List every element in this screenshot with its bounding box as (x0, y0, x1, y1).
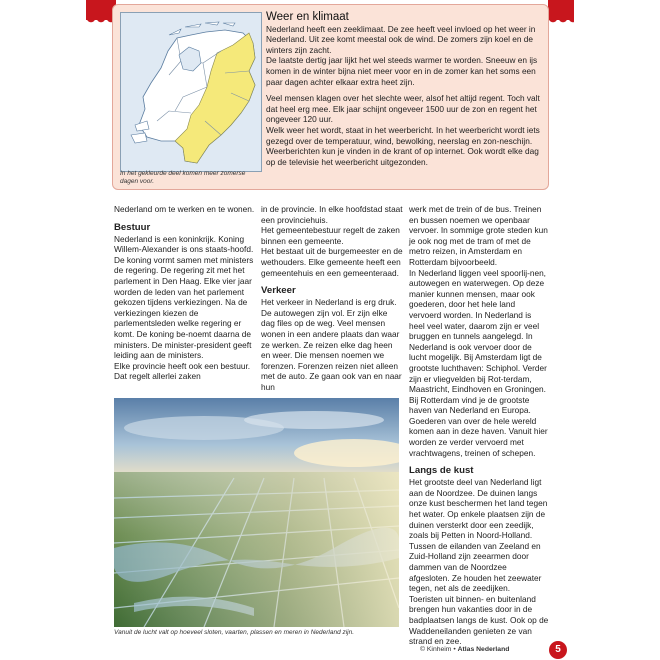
column-3 (409, 204, 549, 647)
climate-paragraph-2: Veel mensen klagen over het slechte weer, alsof het altijd regent. Toch valt dat heel erg mee. Elk jaar schijnt ongeveer 1500 uur de zon en regent het ongeveer 120 uur. Welk weer het wordt, staat in het weerbericht. In het weerbericht wordt iets gezegd over de temperatuur, wind, bewolking, neerslag en zon-neschijn. Weerberichten kun je vinden in de krant of op internet. Ook wordt elke dag op de televisie het weerbericht uitgezonden. (266, 93, 540, 167)
column-2 (261, 204, 403, 393)
bestuur-text: Nederland is een koninkrijk. Koning Willem-Alexander is ons staats-hoofd. De koning vormt samen met ministers de regering. De regering zit met het parlement in Den Haag. Elke vier jaar worden de leden van het parlement gekozen tijdens verkiezingen. Na de verkiezingen kiezen de parlementsleden welke regering er komt. De koning be-noemt daarna de ministers. De minister-president geeft leiding aan de ministers. Elke provincie heeft ook een bestuur. Dat regelt allerlei zaken (114, 233, 254, 382)
copyright-text: © Kinheim (420, 646, 452, 653)
intro-text: Nederland om te werken en te wonen. (114, 204, 255, 214)
kust-heading: Langs de kust (409, 465, 474, 477)
climate-section (266, 12, 544, 167)
map-caption: In het gekleurde deel komen meer zomerse dagen voor. (120, 170, 246, 185)
netherlands-map-graphic (121, 13, 261, 171)
kust-text: Het grootste deel van Nederland ligt aan de Noordzee. De duinen langs onze kust beschermen het land tegen het water. Op enkele plaatsen zijn de duinen versterkt door een zeedijk, zoals bij Petten in Noord-Holland. Tussen de eilanden van Zeeland en Zuid-Holland zijn zeearmen door dammen van de Noordzee afgesloten. Ze houden het zeewater tegen, net als de zeedijken. Toeristen uit binnen- en buitenland brengen hun vakanties door in de badplaatsen langs de kust. Ook op de Waddeneilanden genieten ze van strand en zee. (409, 477, 549, 647)
aerial-photo-graphic (114, 398, 399, 627)
footer-separator: • (453, 646, 456, 653)
provincie-text: in de provincie. In elke hoofdstad staat een provinciehuis. Het gemeentebestuur regelt de zaken binnen een gemeente. Het bestaat uit de burgemeester en de wethouders. Elke gemeente heeft een gemeentehuis en een gemeenteraad. (261, 204, 403, 278)
photo-caption: Vanuit de lucht valt op hoeveel sloten, vaarten, plassen en meren in Nederland zijn. (114, 629, 355, 636)
vervoer-text: werk met de trein of de bus. Treinen en bussen noemen we openbaar vervoer. In sommige grote steden kun je ook nog met de tram of met de metro reizen, in Amsterdam en Rotterdam bijvoorbeeld. In Nederland liggen veel spoorlij-nen, autowegen en waterwegen. Op deze manier kunnen mensen, maar ook goederen, door het hele land vervoerd worden. In Nederland is heel veel water, daarom zijn er veel bruggen en tunnels aangelegd. In Nederland is ook vervoer door de lucht mogelijk. Bij Amsterdam ligt de grootste luchthaven: Schiphol. Verder zijn er vliegvelden bij Rot-terdam, Maastricht, Eindhoven en Groningen. Bij Rotterdam vind je de grootste haven van Nederland en Europa. Goederen van over de hele wereld komen aan in deze haven. Vanuit hier worden ze verder vervoerd met vrachtwagens, treinen of schepen. (409, 204, 548, 458)
verkeer-text: Het verkeer in Nederland is erg druk. De autowegen zijn vol. Er zijn elke dag files op de weg. Veel mensen wonen in een andere plaats dan waar ze werken. Ze reizen elke dag heen en weer. Die mensen noemen we forenzen. Forenzen reizen niet alleen met de auto. Ze gaan ook van en naar hun (261, 297, 402, 392)
book-title: Atlas Nederland (457, 646, 510, 653)
page-footer (420, 646, 509, 653)
climate-heading: Weer en klimaat (266, 11, 349, 23)
page-number: 5 (549, 641, 567, 659)
aerial-photo (114, 398, 399, 627)
header-ribbon-right (548, 0, 574, 20)
bestuur-heading: Bestuur (114, 221, 151, 233)
climate-paragraph-1: Nederland heeft een zeeklimaat. De zee heeft veel invloed op het weer in Nederland. Uit zee komt meestal ook de wind. De zomers zijn koel en de winters zijn zacht. De laatste dertig jaar lijkt het wel steeds warmer te worden. Sneeuw en ijs komen in de winter bijna niet meer voor en in de zomer kan het soms een paar dagen achter elkaar extra heet zijn. (266, 23, 538, 87)
column-1 (114, 204, 256, 382)
verkeer-heading: Verkeer (261, 285, 296, 297)
netherlands-map (120, 12, 262, 172)
